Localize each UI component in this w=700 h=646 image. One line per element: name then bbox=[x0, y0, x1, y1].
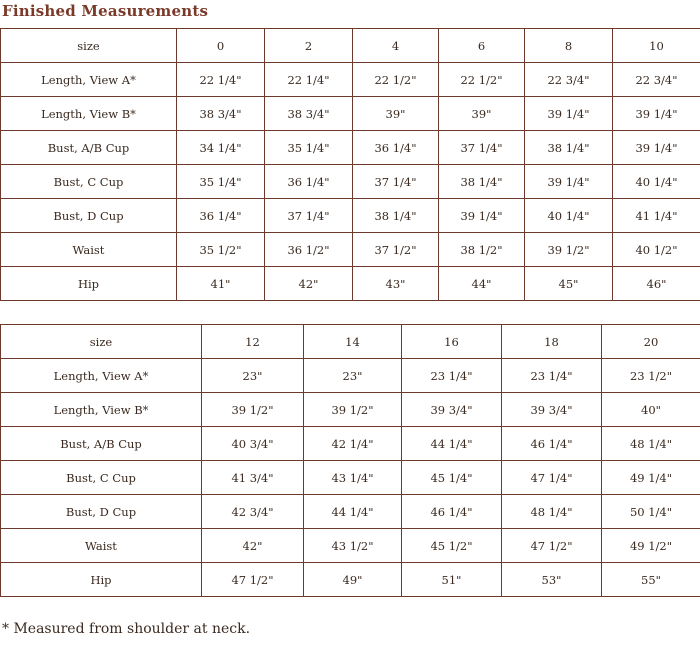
measurement-cell: 44 1/4" bbox=[402, 427, 502, 461]
row-label: Bust, D Cup bbox=[1, 495, 202, 529]
measurement-cell: 39 1/4" bbox=[525, 165, 613, 199]
measurement-cell: 49 1/4" bbox=[602, 461, 700, 495]
size-header-cell: size bbox=[1, 325, 202, 359]
measurement-cell: 55" bbox=[602, 563, 700, 597]
row-label: Waist bbox=[1, 233, 177, 267]
row-label: Hip bbox=[1, 267, 177, 301]
row-label: Hip bbox=[1, 563, 202, 597]
measurement-cell: 46 1/4" bbox=[402, 495, 502, 529]
measurement-cell: 45" bbox=[525, 267, 613, 301]
measurement-cell: 22 1/2" bbox=[353, 63, 439, 97]
table-row bbox=[1, 359, 700, 393]
measurement-cell: 35 1/4" bbox=[177, 165, 265, 199]
table-row bbox=[1, 63, 700, 97]
measurement-cell: 41 1/4" bbox=[613, 199, 700, 233]
measurement-cell: 38 1/2" bbox=[439, 233, 525, 267]
size-column-header: 2 bbox=[265, 29, 353, 63]
footnote: * Measured from shoulder at neck. bbox=[2, 621, 251, 637]
measurement-cell: 41 3/4" bbox=[202, 461, 304, 495]
row-label: Length, View A* bbox=[1, 63, 177, 97]
table-row bbox=[1, 233, 700, 267]
measurement-cell: 45 1/2" bbox=[402, 529, 502, 563]
measurement-cell: 39" bbox=[439, 97, 525, 131]
measurement-cell: 39 3/4" bbox=[402, 393, 502, 427]
measurement-cell: 46" bbox=[613, 267, 700, 301]
size-column-header: 20 bbox=[602, 325, 700, 359]
size-column-header: 8 bbox=[525, 29, 613, 63]
row-label: Length, View B* bbox=[1, 393, 202, 427]
measurement-cell: 39 1/2" bbox=[202, 393, 304, 427]
table-row bbox=[1, 495, 700, 529]
size-column-header: 6 bbox=[439, 29, 525, 63]
table-body bbox=[1, 325, 700, 597]
table-row bbox=[1, 461, 700, 495]
header-row bbox=[1, 325, 700, 359]
measurement-cell: 22 1/4" bbox=[177, 63, 265, 97]
measurement-cell: 36 1/2" bbox=[265, 233, 353, 267]
measurement-cell: 35 1/4" bbox=[265, 131, 353, 165]
measurement-cell: 37 1/4" bbox=[439, 131, 525, 165]
measurement-cell: 38 1/4" bbox=[525, 131, 613, 165]
measurement-cell: 37 1/4" bbox=[353, 165, 439, 199]
measurement-cell: 22 1/4" bbox=[265, 63, 353, 97]
header-row bbox=[1, 29, 700, 63]
measurement-cell: 50 1/4" bbox=[602, 495, 700, 529]
measurement-cell: 22 3/4" bbox=[525, 63, 613, 97]
measurement-cell: 23 1/4" bbox=[402, 359, 502, 393]
page-title: Finished Measurements bbox=[2, 2, 209, 20]
table-row bbox=[1, 267, 700, 301]
measurement-cell: 40 1/2" bbox=[613, 233, 700, 267]
table-row bbox=[1, 427, 700, 461]
size-column-header: 0 bbox=[177, 29, 265, 63]
measurement-cell: 23" bbox=[202, 359, 304, 393]
measurement-cell: 39 1/4" bbox=[613, 131, 700, 165]
measurement-cell: 42 3/4" bbox=[202, 495, 304, 529]
size-header-cell: size bbox=[1, 29, 177, 63]
measurement-cell: 39 1/4" bbox=[613, 97, 700, 131]
row-label: Bust, A/B Cup bbox=[1, 427, 202, 461]
measurement-cell: 40 3/4" bbox=[202, 427, 304, 461]
table-row bbox=[1, 97, 700, 131]
table-row bbox=[1, 131, 700, 165]
measurement-cell: 22 1/2" bbox=[439, 63, 525, 97]
row-label: Length, View A* bbox=[1, 359, 202, 393]
row-label: Bust, D Cup bbox=[1, 199, 177, 233]
table-row bbox=[1, 393, 700, 427]
table-row bbox=[1, 563, 700, 597]
measurement-cell: 51" bbox=[402, 563, 502, 597]
measurement-cell: 40 1/4" bbox=[525, 199, 613, 233]
measurement-cell: 39 1/4" bbox=[525, 97, 613, 131]
table-body bbox=[1, 29, 700, 301]
row-label: Bust, C Cup bbox=[1, 461, 202, 495]
size-column-header: 10 bbox=[613, 29, 700, 63]
row-label: Bust, A/B Cup bbox=[1, 131, 177, 165]
measurement-cell: 39" bbox=[353, 97, 439, 131]
measurement-cell: 23" bbox=[304, 359, 402, 393]
measurement-cell: 36 1/4" bbox=[177, 199, 265, 233]
measurement-cell: 38 1/4" bbox=[439, 165, 525, 199]
measurement-cell: 39 1/4" bbox=[439, 199, 525, 233]
measurement-cell: 39 1/2" bbox=[525, 233, 613, 267]
measurement-cell: 47 1/4" bbox=[502, 461, 602, 495]
measurement-cell: 48 1/4" bbox=[502, 495, 602, 529]
measurement-cell: 36 1/4" bbox=[265, 165, 353, 199]
measurement-cell: 44 1/4" bbox=[304, 495, 402, 529]
measurement-cell: 38 1/4" bbox=[353, 199, 439, 233]
measurement-cell: 23 1/2" bbox=[602, 359, 700, 393]
measurement-cell: 36 1/4" bbox=[353, 131, 439, 165]
row-label: Bust, C Cup bbox=[1, 165, 177, 199]
size-column-header: 18 bbox=[502, 325, 602, 359]
measurement-cell: 40 1/4" bbox=[613, 165, 700, 199]
measurement-cell: 43" bbox=[353, 267, 439, 301]
row-label: Length, View B* bbox=[1, 97, 177, 131]
measurements-table-sizes-12-20 bbox=[0, 324, 700, 597]
measurement-cell: 46 1/4" bbox=[502, 427, 602, 461]
measurement-cell: 40" bbox=[602, 393, 700, 427]
measurement-cell: 23 1/4" bbox=[502, 359, 602, 393]
measurement-cell: 38 3/4" bbox=[265, 97, 353, 131]
measurement-cell: 49" bbox=[304, 563, 402, 597]
measurement-cell: 38 3/4" bbox=[177, 97, 265, 131]
measurement-cell: 45 1/4" bbox=[402, 461, 502, 495]
measurement-cell: 39 1/2" bbox=[304, 393, 402, 427]
table-row bbox=[1, 199, 700, 233]
measurement-cell: 47 1/2" bbox=[202, 563, 304, 597]
measurement-cell: 47 1/2" bbox=[502, 529, 602, 563]
measurement-cell: 37 1/4" bbox=[265, 199, 353, 233]
measurement-cell: 42 1/4" bbox=[304, 427, 402, 461]
measurement-cell: 39 3/4" bbox=[502, 393, 602, 427]
measurements-table-sizes-0-10 bbox=[0, 28, 700, 301]
size-column-header: 12 bbox=[202, 325, 304, 359]
measurement-cell: 41" bbox=[177, 267, 265, 301]
measurement-cell: 43 1/4" bbox=[304, 461, 402, 495]
measurement-cell: 48 1/4" bbox=[602, 427, 700, 461]
measurement-cell: 35 1/2" bbox=[177, 233, 265, 267]
measurement-cell: 37 1/2" bbox=[353, 233, 439, 267]
measurement-cell: 44" bbox=[439, 267, 525, 301]
measurement-cell: 49 1/2" bbox=[602, 529, 700, 563]
size-column-header: 14 bbox=[304, 325, 402, 359]
measurement-cell: 42" bbox=[202, 529, 304, 563]
measurement-cell: 43 1/2" bbox=[304, 529, 402, 563]
table-row bbox=[1, 529, 700, 563]
size-column-header: 4 bbox=[353, 29, 439, 63]
row-label: Waist bbox=[1, 529, 202, 563]
size-column-header: 16 bbox=[402, 325, 502, 359]
measurement-cell: 53" bbox=[502, 563, 602, 597]
measurement-cell: 34 1/4" bbox=[177, 131, 265, 165]
measurement-cell: 42" bbox=[265, 267, 353, 301]
measurement-cell: 22 3/4" bbox=[613, 63, 700, 97]
table-row bbox=[1, 165, 700, 199]
